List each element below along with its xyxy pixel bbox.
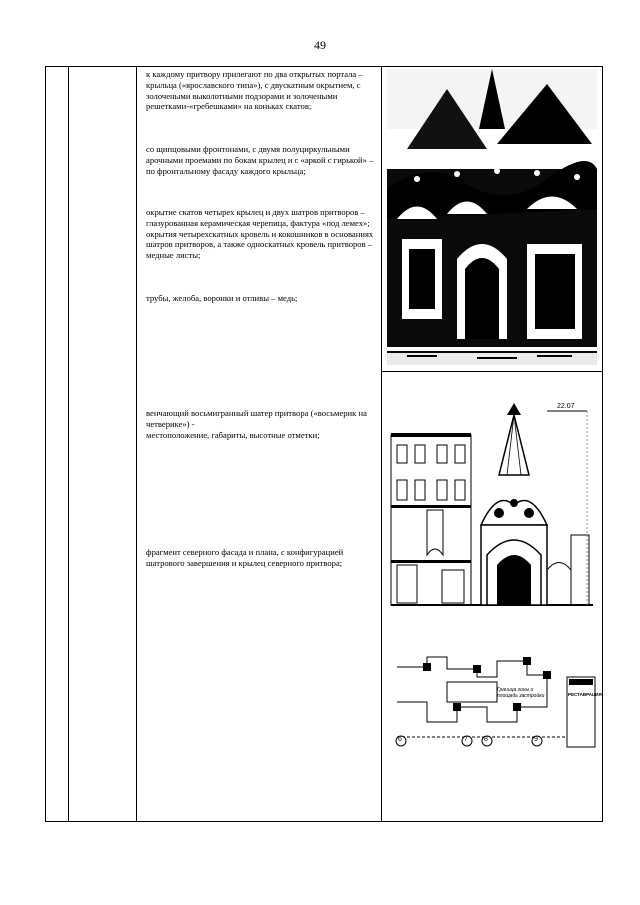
column-divider-1 [68,67,69,821]
text-pipes: трубы, желоба, воронки и отливы – медь; [146,293,298,303]
text-tent-location: местоположение, габариты, высотные отметки; [146,429,320,440]
plan-graphic [387,647,602,752]
elevation-mark-label: 22.07 [557,403,575,410]
text-block-roofing [146,207,378,261]
text-block-porches [146,69,378,112]
stamp-title: РЕСТАВРАЦИЯ [568,692,602,697]
text-roofing-copper: окрытия четырехскатных кровель и кокошников в основаниях шатров притворов, а также односкатных кровель притворов – медные листы; [146,228,374,261]
plan-axis-7: 7 [464,736,468,743]
text-north-facade: фрагмент северного фасада и плана, с конфигурацией шатрового завершения и крылец северного притвора; [146,547,344,568]
text-tent-roof: венчающий восьмигранный шатер притвора («восьмерик на четверике») - [146,408,367,429]
porch-photo [387,69,597,365]
column-divider-3 [381,67,382,821]
document-table [45,66,603,822]
text-block-gables [146,144,378,176]
text-roofing-tiles: окрытие скатов четырех крылец и двух шатров притворов – глазурованная керамическая черепица, фактура «под лемех»; [146,207,370,228]
facade-elevation-graphic [387,405,597,617]
plan-axis-9: 9 [534,736,538,743]
text-block-facade [146,547,378,569]
plan-annotation: Граница зоны и площадь застройки [497,687,545,699]
text-porches: к каждому притвору прилегают по два открытых портала – крыльца («ярославского типа»), с двускатным окрытием, с золочеными выколотными подзорами и золочеными решетками-«гребешками» на коньках скатов; [146,69,363,112]
text-block-pipes [146,293,378,304]
row-divider [381,371,602,372]
porch-photo-graphic [387,69,597,365]
plan-axis-8: 8 [484,736,488,743]
column-divider-2 [136,67,137,821]
facade-elevation-drawing [387,405,597,617]
plan-axis-6: 6 [398,736,402,743]
text-block-tent [146,408,378,440]
text-gables: со щипцовыми фронтонами, с двумя полуциркульными арочными проемами по бокам крылец и с «аркой с гирькой» – по фронтальному фасаду каждого крыльца; [146,144,374,176]
page-number: 49 [314,38,326,52]
plan-drawing [387,647,602,752]
